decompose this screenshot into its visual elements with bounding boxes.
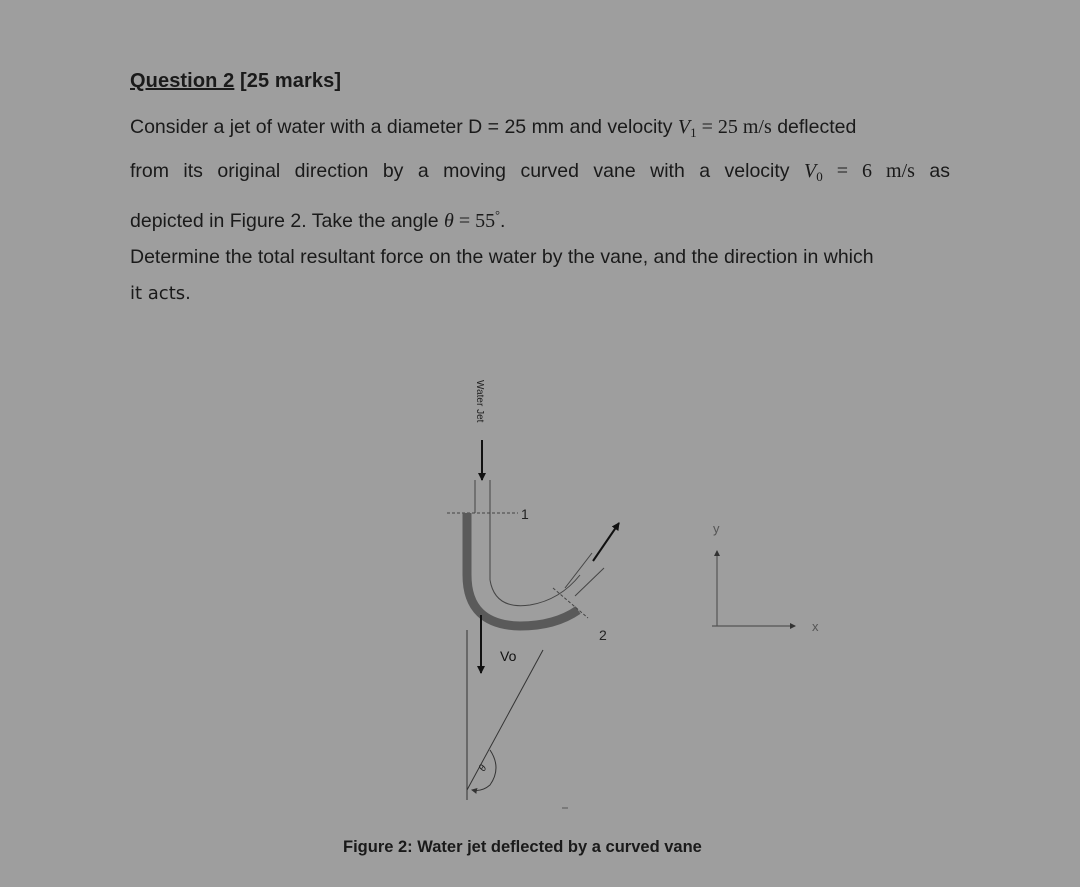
text-segment: . <box>499 210 506 232</box>
y-axis-label: y <box>713 521 720 536</box>
theta-label: θ <box>477 763 490 774</box>
label-1: 1 <box>521 506 529 522</box>
paragraph-2-line-1: Determine the total resultant force on the water by the vane, and the direction in which <box>130 246 874 268</box>
figure-caption: Figure 2: Water jet deflected by a curved vane <box>343 838 702 856</box>
water-jet-label: Water Jet <box>474 380 485 423</box>
label-2: 2 <box>599 627 607 643</box>
text-segment: from its original direction by a moving curved vane with a velocity <box>130 160 804 182</box>
v0-symbol: V <box>803 160 817 182</box>
stream-exit-line-b <box>575 568 604 596</box>
text-segment: deflected <box>771 116 857 138</box>
curved-vane <box>467 513 578 626</box>
x-axis-label: x <box>812 619 819 634</box>
question-marks: [25 marks] <box>240 70 342 92</box>
paragraph-2-line-2: it acts. <box>130 283 191 304</box>
question-title: Question 2 <box>130 70 235 92</box>
degree-sign: ° <box>495 208 500 222</box>
water-stream-inner <box>490 575 580 606</box>
text-segment: Consider a jet of water with a diameter D = 25 mm and velocity <box>130 116 678 138</box>
text-segment: depicted in Figure 2. Take the angle <box>130 210 445 232</box>
v1-subscript: 1 <box>690 125 697 140</box>
theta-symbol: θ <box>444 210 454 232</box>
exit-jet-arrow <box>593 523 619 561</box>
v0-value: = 6 m/s <box>822 160 915 182</box>
vo-label: Vo <box>500 648 517 664</box>
stream-exit-line-a <box>565 553 592 588</box>
text-segment: as <box>929 160 950 182</box>
v0-subscript: 0 <box>816 169 823 184</box>
v1-value: = 25 m/s <box>696 116 772 138</box>
v1-symbol: V <box>677 116 691 138</box>
theta-value: = 55 <box>453 210 496 232</box>
